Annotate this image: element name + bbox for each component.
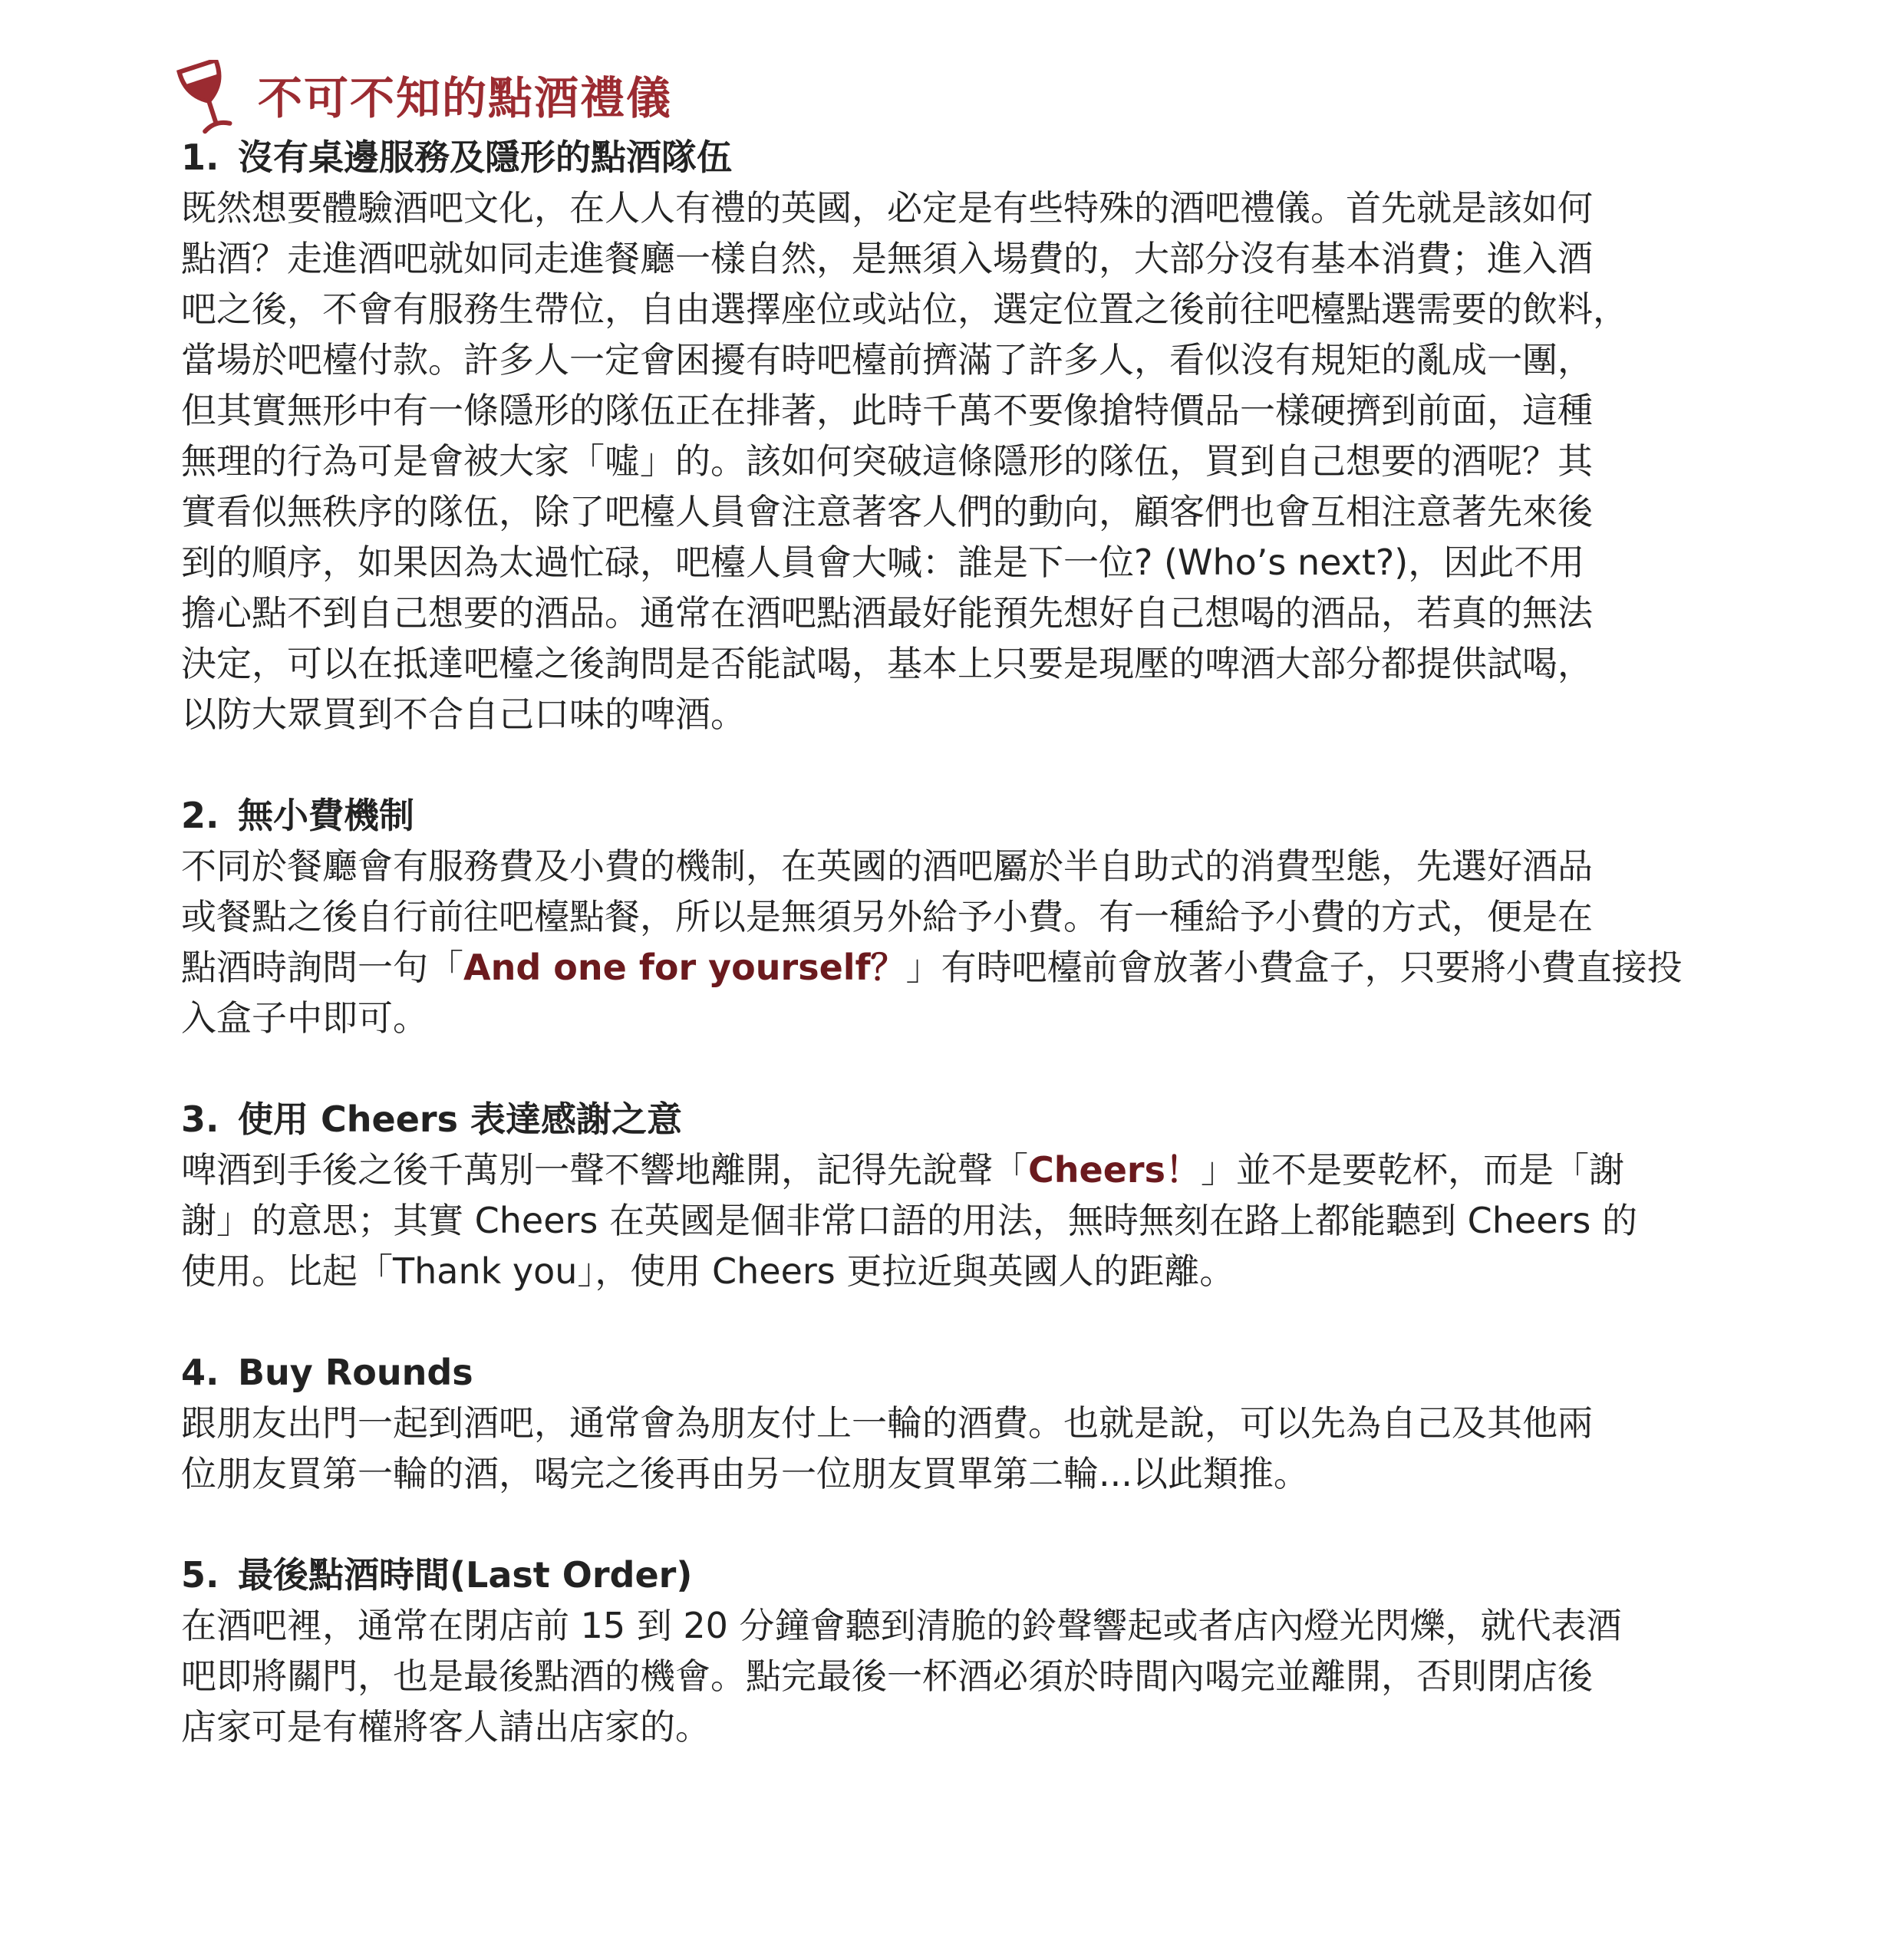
section-heading bbox=[181, 790, 1731, 841]
section-number: 4. bbox=[181, 1352, 219, 1393]
body-line: 謝」的意思；其實 Cheers 在英國是個非常口語的用法，無時無刻在路上都能聽到 Cheers 的 bbox=[181, 1200, 1637, 1241]
body-line: 點酒？走進酒吧就如同走進餐廳一樣自然，是無須入場費的，大部分沒有基本消費；進入酒 bbox=[181, 238, 1593, 279]
section-title: 無小費機制 bbox=[238, 795, 414, 836]
section-title: 沒有桌邊服務及隱形的點酒隊伍 bbox=[238, 137, 732, 178]
page-title: 不可不知的點酒禮儀 bbox=[258, 72, 673, 124]
body-line: 當場於吧檯付款。許多人一定會困擾有時吧檯前擠滿了許多人，看似沒有規矩的亂成一團， bbox=[181, 339, 1593, 380]
section-3 bbox=[181, 1094, 1731, 1296]
body-line: 既然想要體驗酒吧文化，在人人有禮的英國，必定是有些特殊的酒吧禮儀。首先就是該如何 bbox=[181, 187, 1593, 229]
body-line: 決定，可以在抵達吧檯之後詢問是否能試喝，基本上只要是現壓的啤酒大部分都提供試喝， bbox=[181, 643, 1593, 684]
section-body bbox=[181, 841, 1731, 1043]
section-body bbox=[181, 183, 1731, 740]
body-line: 吧即將關門，也是最後點酒的機會。點完最後一杯酒必須於時間內喝完並離開，否則閉店後 bbox=[181, 1655, 1593, 1697]
title-row bbox=[175, 60, 672, 137]
section-number: 1. bbox=[181, 137, 219, 178]
body-line: 位朋友買第一輪的酒，喝完之後再由另一位朋友買單第二輪...以此類推。 bbox=[181, 1453, 1309, 1494]
content bbox=[181, 132, 1731, 1752]
body-line: 無理的行為可是會被大家「噓」的。該如何突破這條隱形的隊伍，買到自己想要的酒呢？其 bbox=[181, 440, 1593, 482]
body-line bbox=[181, 1145, 1731, 1195]
body-line: 但其實無形中有一條隱形的隊伍正在排著，此時千萬不要像搶特價品一樣硬擠到前面，這種 bbox=[181, 390, 1593, 431]
highlight-phrase: Cheers！ bbox=[1028, 1149, 1201, 1191]
section-heading bbox=[181, 1094, 1731, 1145]
section-number: 3. bbox=[181, 1099, 219, 1140]
body-line: 店家可是有權將客人請出店家的。 bbox=[181, 1706, 710, 1748]
body-line: 跟朋友出門一起到酒吧，通常會為朋友付上一輪的酒費。也就是說，可以先為自己及其他兩 bbox=[181, 1402, 1593, 1444]
section-5 bbox=[181, 1550, 1731, 1752]
body-line: 以防大眾買到不合自己口味的啤酒。 bbox=[181, 693, 746, 735]
section-body bbox=[181, 1600, 1731, 1752]
section-heading bbox=[181, 132, 1731, 183]
section-title: Buy Rounds bbox=[238, 1352, 473, 1393]
section-title: 最後點酒時間(Last Order) bbox=[238, 1554, 693, 1596]
section-title: 使用 Cheers 表達感謝之意 bbox=[238, 1099, 682, 1140]
body-line: 在酒吧裡，通常在閉店前 15 到 20 分鐘會聽到清脆的鈴聲響起或者店內燈光閃爍，就代表酒 bbox=[181, 1605, 1622, 1646]
body-line: 或餐點之後自行前往吧檯點餐，所以是無須另外給予小費。有一種給予小費的方式，便是在 bbox=[181, 896, 1593, 937]
section-4 bbox=[181, 1347, 1731, 1499]
highlight-phrase: And one for yourself？ bbox=[463, 947, 906, 988]
body-line bbox=[181, 942, 1731, 993]
text-run: 點酒時詢問一句「 bbox=[181, 947, 463, 988]
text-run: 」有時吧檯前會放著小費盒子，只要將小費直接投 bbox=[905, 947, 1683, 988]
body-line: 使用。比起「Thank you」，使用 Cheers 更拉近與英國人的距離。 bbox=[181, 1250, 1235, 1292]
body-line: 到的順序，如果因為太過忙碌，吧檯人員會大喊：誰是下一位? (Who’s next?)，因此不用 bbox=[181, 542, 1585, 583]
section-2 bbox=[181, 790, 1731, 1043]
section-number: 2. bbox=[181, 795, 219, 836]
section-body bbox=[181, 1398, 1731, 1499]
wine-glass-icon bbox=[175, 60, 241, 137]
section-1 bbox=[181, 132, 1731, 740]
text-run: 啤酒到手後之後千萬別一聲不響地離開，記得先說聲「 bbox=[181, 1149, 1028, 1191]
body-line: 入盒子中即可。 bbox=[181, 997, 428, 1039]
text-run: 」並不是要乾杯，而是「謝 bbox=[1200, 1149, 1624, 1191]
section-number: 5. bbox=[181, 1554, 219, 1596]
body-line: 實看似無秩序的隊伍，除了吧檯人員會注意著客人們的動向，顧客們也會互相注意著先來後 bbox=[181, 491, 1593, 532]
section-heading bbox=[181, 1347, 1731, 1398]
body-line: 吧之後，不會有服務生帶位，自由選擇座位或站位，選定位置之後前往吧檯點選需要的飲料， bbox=[181, 288, 1628, 330]
body-line: 擔心點不到自己想要的酒品。通常在酒吧點酒最好能預先想好自己想喝的酒品，若真的無法 bbox=[181, 592, 1593, 634]
body-line: 不同於餐廳會有服務費及小費的機制，在英國的酒吧屬於半自助式的消費型態，先選好酒品 bbox=[181, 845, 1593, 887]
section-heading bbox=[181, 1550, 1731, 1600]
section-body bbox=[181, 1145, 1731, 1296]
